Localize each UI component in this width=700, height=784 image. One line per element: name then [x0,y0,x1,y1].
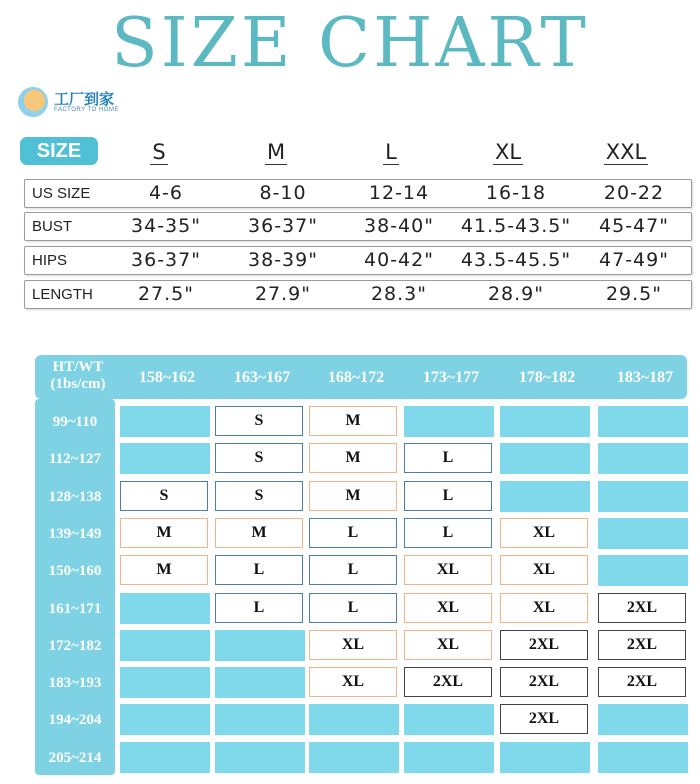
size-recommendation: L [404,481,492,511]
empty-cell [309,742,399,773]
size-recommendation: S [215,481,303,511]
size-recommendation: M [309,443,397,473]
size-recommendation: XL [404,630,492,660]
empty-cell [215,630,305,661]
size-recommendation: 2XL [598,667,686,697]
size-value: 36-37" [131,249,201,271]
row-label: LENGTH [32,286,93,303]
size-badge: SIZE [20,137,98,165]
size-recommendation: L [215,593,303,623]
empty-cell [120,704,210,735]
row-label: US SIZE [32,185,91,202]
row-label: BUST [32,218,73,235]
size-header [463,140,553,164]
corner-label [38,359,118,393]
empty-cell [598,555,688,586]
size-value: 4-6 [148,182,184,204]
size-table-row [24,212,692,241]
size-table-row [24,280,692,309]
empty-cell [404,742,494,773]
empty-cell [120,443,210,474]
size-value: 41.5-43.5" [460,215,572,237]
size-recommendation: M [309,406,397,436]
size-value: 29.5" [605,283,663,305]
size-header [346,140,436,164]
weight-range-label: 194~204 [48,712,102,729]
size-value: 47-49" [599,249,669,271]
size-recommendation: XL [309,667,397,697]
size-recommendation: 2XL [500,704,588,734]
size-recommendation: M [309,481,397,511]
logo-subtext: FACTORY TO HOME [54,107,119,113]
size-header-label: L [385,140,397,164]
size-recommendation: XL [500,518,588,548]
weight-range-label: 99~110 [52,414,98,430]
size-value: 27.5" [137,283,195,305]
size-value: 34-35" [131,215,201,237]
brand-logo [16,86,136,122]
size-recommendation: S [120,481,208,511]
height-range-header: 168~172 [327,369,385,386]
size-recommendation: L [309,593,397,623]
size-recommendation: L [215,555,303,585]
height-range-header: 178~182 [518,369,576,386]
height-range-header: 183~187 [616,369,674,386]
size-table-row [24,179,692,208]
size-value: 28.9" [487,283,545,305]
weight-range-label: 183~193 [48,675,102,692]
empty-cell [598,406,688,437]
height-range-header: 173~177 [422,369,480,386]
empty-cell [598,742,688,773]
size-header-label: XL [494,140,522,164]
empty-cell [500,481,590,512]
size-value: 12-14 [368,182,430,204]
logo-text: 工厂到家 [54,91,115,108]
corner-label-line1: HT/WT [52,359,104,375]
empty-cell [215,704,305,735]
empty-cell [120,630,210,661]
weight-range-label: 128~138 [48,488,102,505]
weight-range-label: 150~160 [48,563,102,580]
sun-logo-icon [18,87,48,117]
size-recommendation: S [215,406,303,436]
weight-range-label: 161~171 [48,600,102,617]
size-recommendation: XL [309,630,397,660]
empty-cell [598,704,688,735]
weight-range-label: 172~182 [48,637,102,654]
size-value: 28.3" [370,283,428,305]
size-recommendation: L [404,443,492,473]
empty-cell [120,406,210,437]
size-value: 36-37" [248,215,318,237]
size-recommendation: L [309,518,397,548]
size-recommendation: M [120,518,208,548]
weight-range-label: 112~127 [49,451,101,468]
size-recommendation: XL [404,555,492,585]
empty-cell [404,406,494,437]
size-recommendation: M [215,518,303,548]
empty-cell [215,742,305,773]
size-recommendation: 2XL [500,630,588,660]
empty-cell [404,704,494,735]
weight-range-label: 139~149 [48,525,102,542]
height-range-header: 158~162 [138,369,196,386]
size-value: 43.5-45.5" [460,249,572,271]
size-value: 27.9" [254,283,312,305]
size-recommendation: M [120,555,208,585]
size-recommendation: S [215,443,303,473]
page-title: SIZE CHART [111,4,589,83]
size-recommendation: L [309,555,397,585]
empty-cell [500,443,590,474]
empty-cell [598,443,688,474]
size-value: 20-22 [603,182,665,204]
size-table-row [24,246,692,275]
size-header [114,140,204,164]
empty-cell [120,742,210,773]
size-value: 8-10 [259,182,307,204]
empty-cell [120,667,210,698]
size-recommendation: XL [500,555,588,585]
size-value: 16-18 [485,182,547,204]
empty-cell [215,667,305,698]
size-header-label: S [152,140,166,164]
size-header-label: XXL [605,140,647,164]
weight-range-label: 205~214 [48,749,102,766]
empty-cell [309,704,399,735]
empty-cell [120,593,210,624]
size-recommendation: XL [404,593,492,623]
size-recommendation: L [404,518,492,548]
size-recommendation: 2XL [404,667,492,697]
size-header [581,140,671,164]
row-label: HIPS [32,252,68,269]
size-header [231,140,321,164]
height-range-header: 163~167 [233,369,291,386]
corner-label-line2: (1bs/cm) [50,376,106,392]
size-value: 38-39" [248,249,318,271]
size-recommendation: 2XL [500,667,588,697]
size-value: 38-40" [364,215,434,237]
size-value: 45-47" [599,215,669,237]
size-recommendation: 2XL [598,630,686,660]
size-value: 40-42" [364,249,434,271]
empty-cell [500,406,590,437]
empty-cell [598,518,688,549]
empty-cell [500,742,590,773]
size-recommendation: 2XL [598,593,686,623]
size-header-label: M [266,140,286,164]
size-recommendation: XL [500,593,588,623]
empty-cell [598,481,688,512]
